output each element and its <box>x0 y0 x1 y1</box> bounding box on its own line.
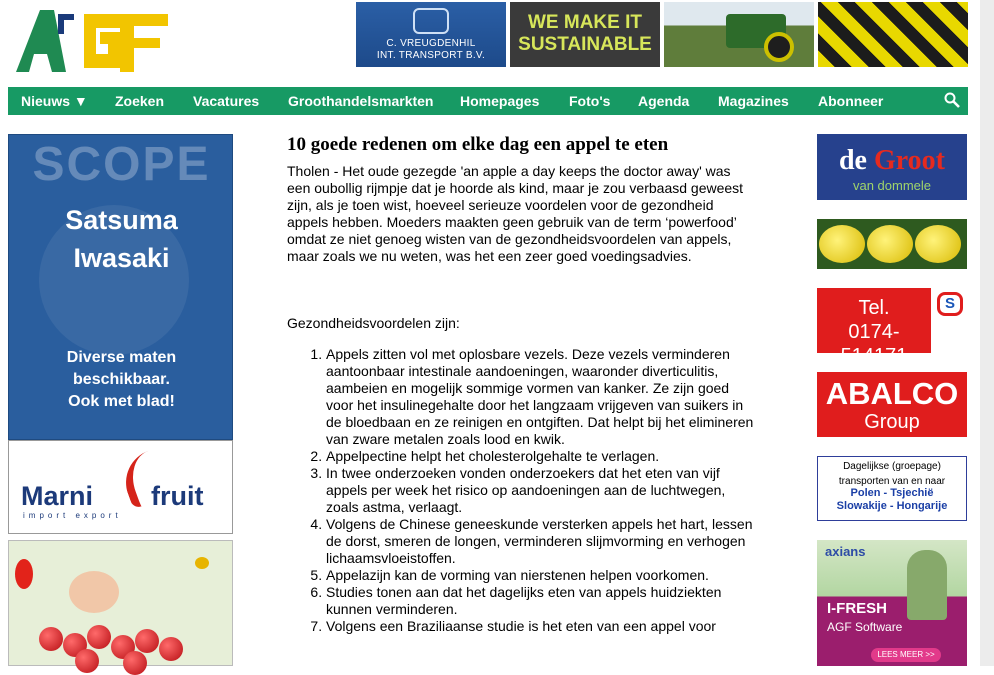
satsuma-name-line2: Iwasaki <box>73 243 170 273</box>
vreugdenhil-subtitle: INT. TRANSPORT B.V. <box>376 50 486 61</box>
tel-block <box>817 288 931 367</box>
degroot-de: de <box>838 145 867 176</box>
marni-fruit-ad[interactable] <box>8 440 233 534</box>
abalco-ad[interactable] <box>817 372 967 437</box>
s-logo-icon: S <box>937 292 963 316</box>
marni-tagline: import export <box>23 511 122 520</box>
satsuma-subtext <box>9 347 234 413</box>
article-intro: Tholen - Het oude gezegde 'an apple a day keeps the doctor away' was een oubollig rijmpje dat je hoorde als kind, maar je zou verbaasd geweest zijn, als je toen wist, hoeveel serieuze voordelen voor de gezondheid appels hebben. Moeders maakten geen gebruik van de term ‘powerfood’ omdat ze niet genoeg wisten van de gezondheidsvoordelen van appels, maar zoals we nu weten, was het een zeer goed voedingsadvies. <box>287 163 744 264</box>
nav-item-vacatures[interactable]: Vacatures <box>193 93 260 109</box>
degroot-brand <box>817 144 967 178</box>
axians-ifresh-ad[interactable] <box>817 540 967 666</box>
satsuma-sub-line1: Diverse maten <box>66 349 177 366</box>
axians-logo: axians <box>825 544 866 559</box>
nav-item-groothandelsmarkten[interactable]: Groothandelsmarkten <box>288 93 434 109</box>
benefit-item: 3. In twee onderzoeken vonden onderzoekers dat het eten van vijf appels per week het risico op aandoeningen aan de luchtwegen, zoals astma, verlaagt. <box>326 465 757 516</box>
nav-item-homepages[interactable]: Homepages <box>460 93 540 109</box>
tractor-banner[interactable] <box>664 2 814 67</box>
nav-item-zoeken[interactable]: Zoeken <box>115 93 165 109</box>
tel-number: 0174-514171 <box>840 321 908 367</box>
benefit-item: 1. Appels zitten vol met oplosbare vezels. Deze vezels verminderen aantoonbaar intestinale aandoeningen, waaronder diverticulitis, aambeien en mogelijk sommige vormen van kanker. Ze zijn goed voor het insulinegehalte door het langzaam vrijgeven van suikers in de bloedbaan en ze reinigen en ontgiften. Dat helpt bij het elimineren van zware metalen zoals lood en kwik. <box>326 346 757 448</box>
melons-ad[interactable] <box>817 219 967 269</box>
satsuma-sub-line2: beschikbaar. <box>73 371 170 388</box>
vreugdenhil-emblem-icon <box>413 8 449 34</box>
melon-icon <box>819 225 865 263</box>
agf-logo[interactable] <box>14 8 174 74</box>
transport-countries-2: Slowakije - Hongarije <box>836 500 948 512</box>
transport-line1: Dagelijkse (groepage) <box>843 461 941 472</box>
we-make-it-sustainable-banner[interactable] <box>510 2 660 67</box>
main-nav <box>8 87 968 115</box>
lees-meer-button[interactable]: LEES MEER >> <box>871 648 941 662</box>
article <box>287 133 757 635</box>
benefit-item: 2. Appelpectine helpt het cholesterolgehalte te verlagen. <box>326 448 757 465</box>
nav-item-magazines[interactable]: Magazines <box>718 93 789 109</box>
marni-word: Marni <box>21 481 94 511</box>
currant-icon <box>159 637 183 661</box>
melon-icon <box>867 225 913 263</box>
benefit-item: 5. Appelazijn kan de vorming van nierstenen helpen voorkomen. <box>326 567 757 584</box>
currant-icon <box>39 627 63 651</box>
bee-icon <box>195 557 209 569</box>
abalco-group: Group <box>864 411 920 433</box>
ifresh-title: I-FRESH <box>827 600 887 617</box>
vreugdenhil-banner[interactable] <box>356 2 506 67</box>
telephone-ad[interactable] <box>817 288 967 367</box>
benefits-heading: Gezondheidsvoordelen zijn: <box>287 315 460 331</box>
benefit-item: 6. Studies tonen aan dat het dagelijks eten van appels huidziekten kunnen verminderen. <box>326 584 757 618</box>
benefit-item: 7. Volgens een Braziliaanse studie is het eten van een appel voor <box>326 618 757 635</box>
nav-item-fotos[interactable]: Foto's <box>569 93 611 109</box>
tractor-wheel-icon <box>764 32 794 62</box>
article-title: 10 goede redenen om elke dag een appel te eten <box>287 134 669 155</box>
groepage-transport-ad[interactable] <box>817 456 967 521</box>
currant-icon <box>75 649 99 673</box>
transport-line2: transporten van en naar <box>838 476 946 487</box>
fruit-word: fruit <box>151 481 204 511</box>
tel-label: Tel. <box>858 297 890 319</box>
ladybug-icon <box>15 559 33 589</box>
scope-brand: SCOPE <box>32 138 211 191</box>
chevron-down-icon: ▼ <box>73 93 88 109</box>
satsuma-sub-line3: Ook met blad! <box>68 393 175 410</box>
pallet-banner[interactable] <box>818 2 968 67</box>
page-scrollbar[interactable] <box>980 0 994 666</box>
red-currant-ad[interactable] <box>8 540 233 666</box>
transport-countries-1: Polen - Tsjechië <box>850 487 934 499</box>
nav-item-nieuws[interactable] <box>21 87 88 115</box>
person-image <box>907 550 947 620</box>
currant-icon <box>135 629 159 653</box>
ifresh-subtitle: AGF Software <box>827 620 903 634</box>
degroot-groot: Groot <box>873 145 946 176</box>
degroot-ad[interactable] <box>817 134 967 200</box>
nav-item-abonneer[interactable]: Abonneer <box>818 93 884 109</box>
vreugdenhil-name: C. VREUGDENHIL <box>386 38 476 49</box>
currant-icon <box>87 625 111 649</box>
melon-icon <box>915 225 961 263</box>
satsuma-name <box>9 201 234 277</box>
abalco-brand: ABALCO <box>825 376 959 411</box>
nav-item-agenda[interactable]: Agenda <box>638 93 690 109</box>
currant-icon <box>123 651 147 675</box>
satsuma-name-line1: Satsuma <box>65 205 178 235</box>
benefit-item: 4. Volgens de Chinese geneeskunde versterken appels het hart, lessen de dorst, smeren de longen, verminderen slijmvorming en verhogen lichaamsvloeistoffen. <box>326 516 757 567</box>
degroot-tagline: van dommele <box>852 178 932 193</box>
ladybug-character-icon <box>69 571 119 613</box>
wemake-line2: SUSTAINABLE <box>518 34 652 55</box>
nav-label-nieuws: Nieuws <box>21 93 71 109</box>
wemake-line1: WE MAKE IT <box>528 12 642 33</box>
scope-satsuma-ad[interactable] <box>8 134 233 440</box>
search-icon[interactable] <box>944 92 960 108</box>
benefits-list <box>287 346 757 635</box>
